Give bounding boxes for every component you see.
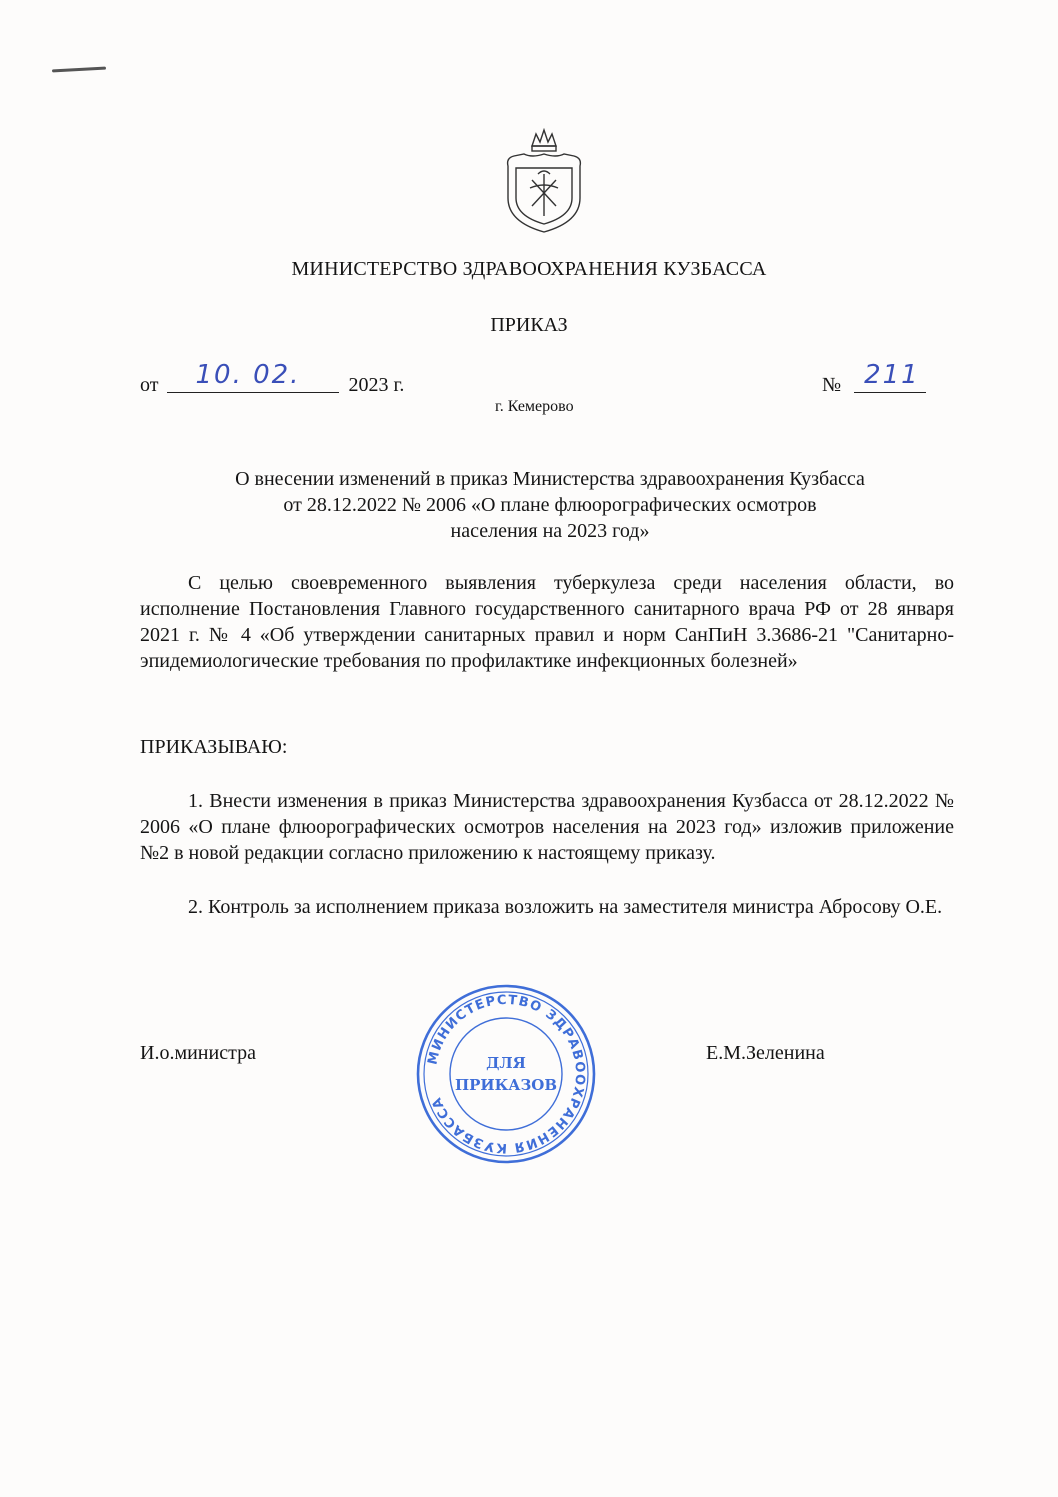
order-word: ПРИКАЗЫВАЮ: <box>140 736 288 758</box>
date-blank <box>167 360 339 393</box>
order-item-2: 2. Контроль за исполнением приказа возложить на заместителя министра Абросову О.Е. <box>188 896 943 918</box>
subject-line-2: от 28.12.2022 № 2006 «О плане флюорографических осмотров <box>283 494 817 516</box>
city: г. Кемерово <box>495 398 574 415</box>
signatory-name: Е.М.Зеленина <box>706 1042 825 1064</box>
handwritten-date: 10. 02. <box>195 360 301 390</box>
document-type: ПРИКАЗ <box>490 314 568 336</box>
number-line <box>822 360 926 397</box>
stamp-center-line-1: ДЛЯ <box>486 1054 526 1072</box>
preamble-paragraph: С целью своевременного выявления туберкулеза среди населения области, во исполнение Постановления Главного государственного санитарного врача РФ от 28 января 2021 г. № 4 «Об утверждении санитарных правил и норм СанПиН 3.3686-21 "Санитарно-эпидемиологические требования по профилактике инфекционных болезней» <box>140 572 954 672</box>
signatory-position: И.о.министра <box>140 1042 256 1064</box>
scan-mark <box>52 67 106 73</box>
number-prefix: № <box>822 374 842 396</box>
date-prefix: от <box>140 374 159 396</box>
stamp-center-line-2: ПРИКАЗОВ <box>454 1076 558 1094</box>
ministry-title: МИНИСТЕРСТВО ЗДРАВООХРАНЕНИЯ КУЗБАССА <box>291 258 767 280</box>
subject-line-1: О внесении изменений в приказ Министерства здравоохранения Кузбасса <box>235 468 865 490</box>
kuzbass-coat-of-arms-icon <box>502 128 586 236</box>
official-stamp <box>414 982 598 1166</box>
date-line <box>140 360 405 397</box>
subject-line-3: населения на 2023 год» <box>450 520 650 542</box>
number-blank <box>854 360 926 393</box>
order-subject <box>160 466 940 544</box>
stamp-ring-text: МИНИСТЕРСТВО ЗДРАВООХРАНЕНИЯ КУЗБАССА <box>425 992 588 1156</box>
date-year: 2023 г. <box>348 374 405 396</box>
order-item-1: 1. Внести изменения в приказ Министерства здравоохранения Кузбасса от 28.12.2022 № 2006 «О плане флюорографических осмотров населения на 2023 год» изложив приложение №2 в новой редакции согласно приложению к настоящему приказу. <box>140 790 954 864</box>
handwritten-number: 211 <box>864 360 920 390</box>
